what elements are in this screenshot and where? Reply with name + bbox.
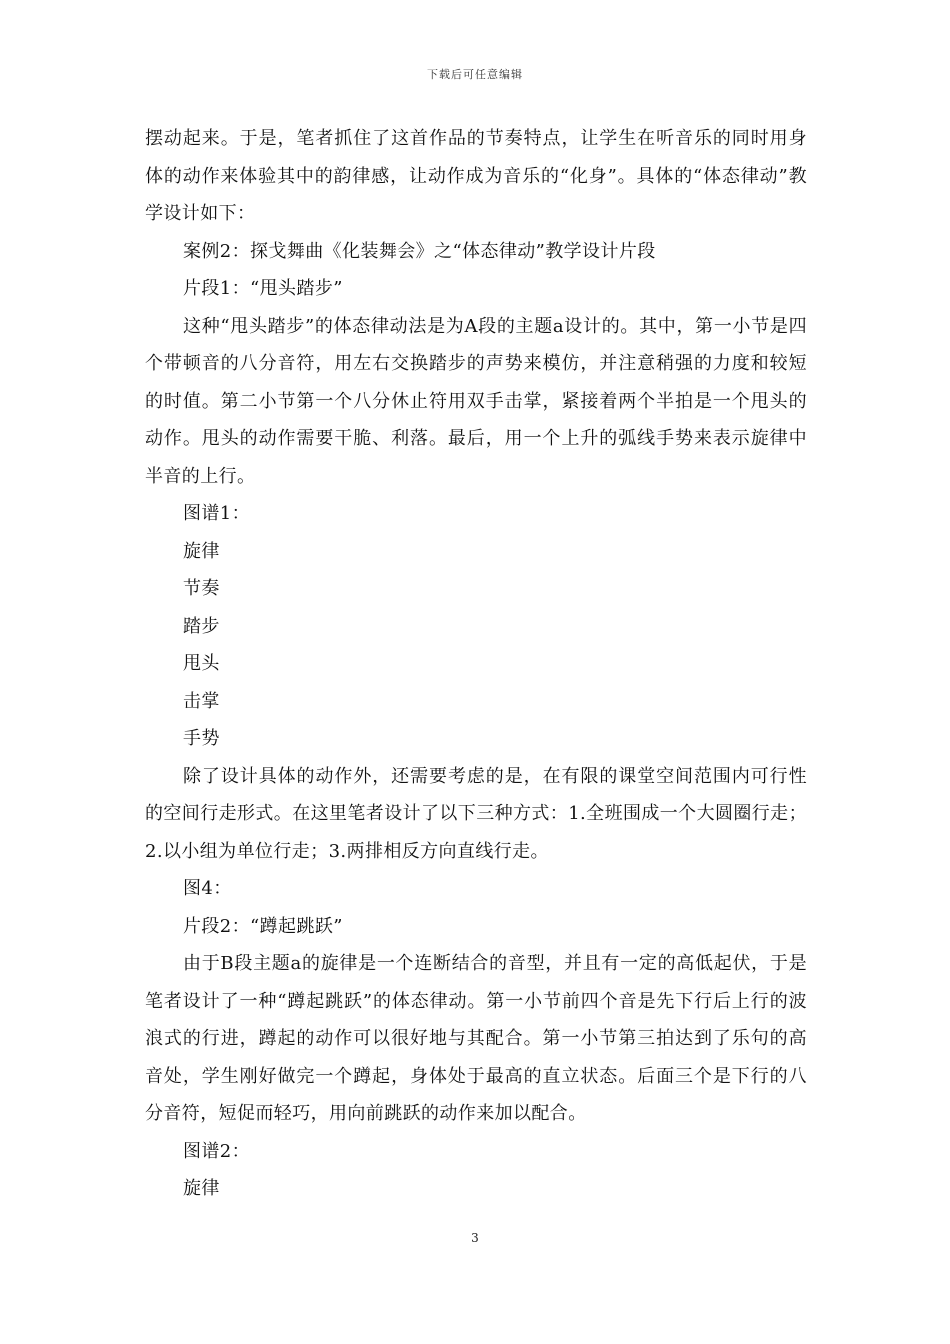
figure-row-label: 击掌 (183, 690, 220, 712)
paragraph: 除了设计具体的动作外，还需要考虑的是，在有限的课堂空间范围内可行性的空间行走形式。在这里笔者设计了以下三种方式：1.全班围成一个大圆圈行走；2.以小组为单位行走；3.两排相反方向直线行走。 (145, 765, 807, 862)
paragraph: 这种“甩头踏步”的体态律动法是为A段的主题a设计的。其中，第一小节是四个带顿音的八分音符，用左右交换踏步的声势来模仿，并注意稍强的力度和较短的时值。第二小节第一个八分休止符用双手击掌，紧接着两个半拍是一个甩头的动作。甩头的动作需要干脆、利落。最后，用一个上升的弧线手势来表示旋律中半音的上行。 (145, 315, 807, 487)
figure-label: 图谱1： (183, 503, 251, 524)
case-title: 案例2：探戈舞曲《化装舞会》之“体态律动”教学设计片段 (183, 240, 656, 262)
figure-row-label: 踏步 (183, 615, 220, 637)
figure-row-label: 节奏 (183, 578, 220, 599)
figure-label: 图4： (183, 878, 232, 899)
section-heading: 片段1：“甩头踏步” (183, 278, 343, 299)
page-number: 3 (471, 1231, 479, 1245)
figure-row-label: 旋律 (183, 540, 220, 562)
figure-row-label: 旋律 (183, 1178, 220, 1199)
document-body (145, 120, 807, 1208)
figure-row-label: 甩头 (183, 653, 220, 674)
page-header: 下载后可任意编辑 (427, 68, 523, 81)
figure-label: 图谱2： (183, 1140, 251, 1162)
figure-row-label: 手势 (183, 728, 220, 749)
paragraph: 由于B段主题a的旋律是一个连断结合的音型，并且有一定的高低起伏，于是笔者设计了一种“蹲起跳跃”的体态律动。第一小节前四个音是先下行后上行的波浪式的行进，蹲起的动作可以很好地与其配合。第一小节第三拍达到了乐句的高音处，学生刚好做完一个蹲起，身体处于最高的直立状态。后面三个是下行的八分音符，短促而轻巧，用向前跳跃的动作来加以配合。 (145, 953, 807, 1124)
section-heading: 片段2：“蹲起跳跃” (183, 915, 343, 937)
paragraph: 摆动起来。于是，笔者抓住了这首作品的节奏特点，让学生在听音乐的同时用身体的动作来体验其中的韵律感，让动作成为音乐的“化身”。具体的“体态律动”教学设计如下： (145, 128, 807, 224)
